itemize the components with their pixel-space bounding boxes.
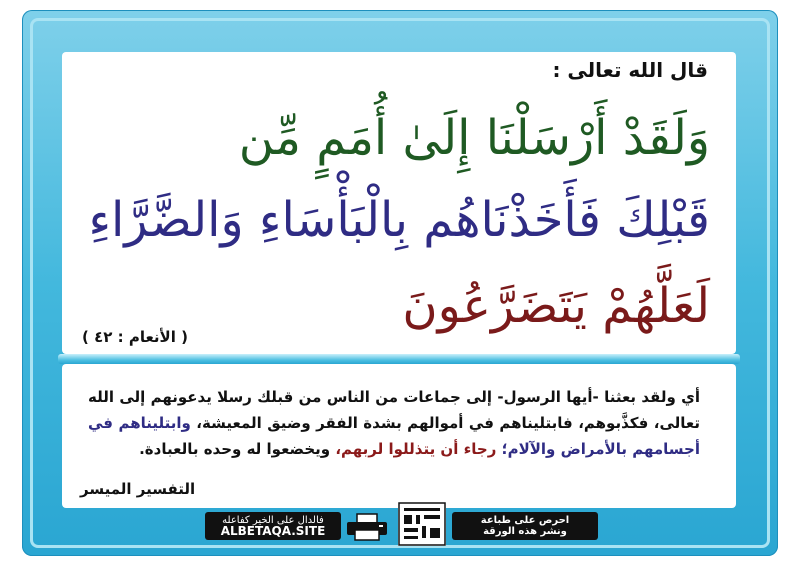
footer-proverb: فالدال على الخير كفاعله — [222, 515, 324, 526]
tafsir-part-2: وابتليناهم في أجسامهم بالأمراض والآلام؛ — [88, 414, 700, 458]
verse-source: ( الأنعام : ٤٢ ) — [82, 328, 188, 346]
tafsir-source: التفسير الميسر — [80, 480, 196, 498]
tafsir-part-1: أي ولقد بعثنا -أيها الرسول- إلى جماعات من الناس من قبلك رسلا يدعونهم إلى الله تعالى، فكذَّبوهم، فابتليناهم في أموالهم بشدة الفقر وضيق المعيشة، — [88, 388, 700, 432]
verse-heading: قال الله تعالى : — [552, 58, 708, 82]
footer-site-link[interactable]: ALBETAQA.SITE — [220, 524, 326, 538]
tafsir-part-3: رجاء أن يتذللوا لربهم، — [335, 440, 502, 458]
footer-print-line-1: احرص على طباعة — [480, 515, 570, 526]
footer-print-line-2: ونشر هذه الورقة — [483, 526, 567, 537]
verse-line-3: لَعَلَّهُمْ يَتَضَرَّعُونَ — [402, 278, 710, 334]
verse-line-1: وَلَقَدْ أَرْسَلْنَا إِلَىٰ أُمَمٍ مِّن — [238, 110, 710, 166]
panel-divider — [58, 354, 740, 364]
tafsir-part-4: ويخضعوا له وحده بالعبادة. — [139, 440, 336, 458]
tafsir-text — [88, 384, 700, 462]
footer-print-note — [452, 512, 598, 540]
footer-site-note — [205, 512, 341, 540]
printer-icon — [345, 513, 389, 541]
albetaqa-logo-icon — [398, 502, 446, 546]
verse-line-2: قَبْلِكَ فَأَخَذْنَاهُم بِالْبَأْسَاءِ وَالضَّرَّاءِ — [88, 192, 710, 248]
albetaqa-logo — [398, 502, 446, 546]
